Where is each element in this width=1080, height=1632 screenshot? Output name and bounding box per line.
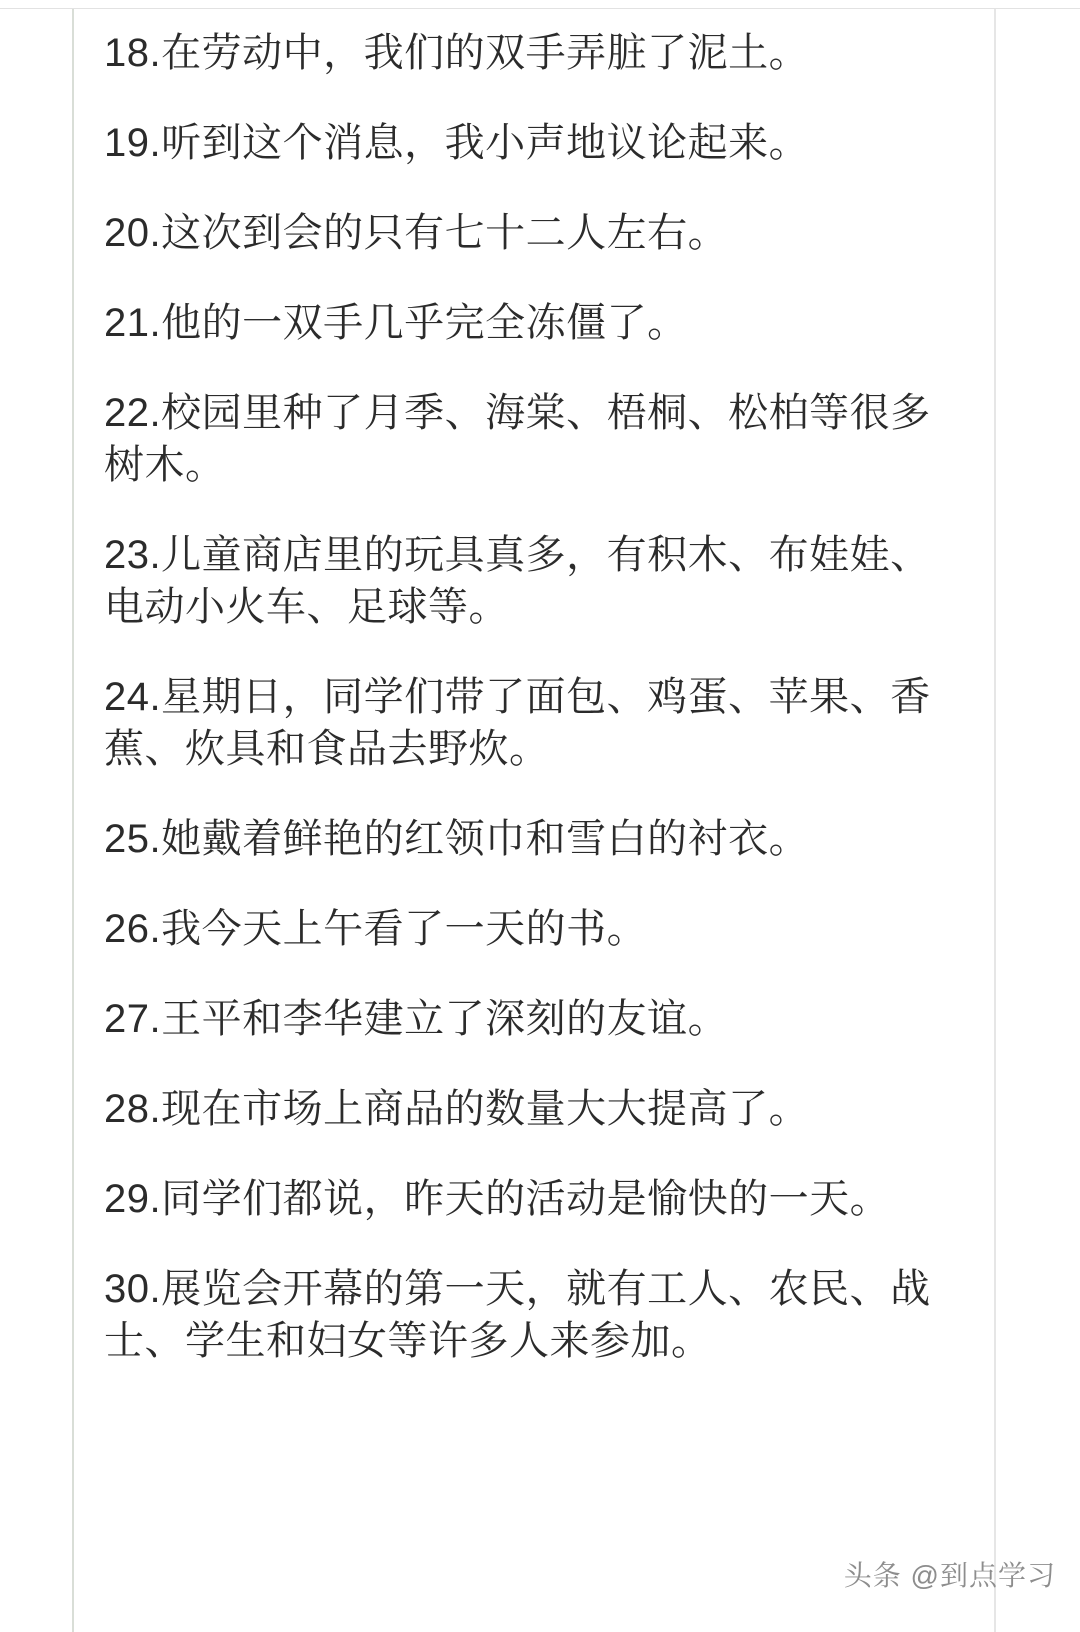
right-border-rule <box>994 9 996 1632</box>
watermark-label: 头条 @到点学习 <box>843 1560 1056 1591</box>
list-item: 28.现在市场上商品的数量大大提高了。 <box>104 1087 810 1131</box>
list-item: 30.展览会开幕的第一天，就有工人、农民、战士、学生和妇女等许多人来参加。 <box>104 1267 931 1363</box>
list-item: 21.他的一双手几乎完全冻僵了。 <box>104 301 688 345</box>
sentence-list <box>74 9 994 1632</box>
list-item: 26.我今天上午看了一天的书。 <box>104 907 648 951</box>
list-item: 18.在劳动中，我们的双手弄脏了泥土。 <box>104 31 810 75</box>
list-item: 25.她戴着鲜艳的红领巾和雪白的衬衣。 <box>104 817 810 861</box>
list-item: 29.同学们都说，昨天的活动是愉快的一天。 <box>104 1177 891 1221</box>
list-item: 20.这次到会的只有七十二人左右。 <box>104 211 729 255</box>
list-item: 27.王平和李华建立了深刻的友谊。 <box>104 997 729 1041</box>
list-item: 24.星期日，同学们带了面包、鸡蛋、苹果、香蕉、炊具和食品去野炊。 <box>104 675 931 771</box>
list-item: 23.儿童商店里的玩具真多，有积木、布娃娃、电动小火车、足球等。 <box>104 533 931 629</box>
list-item: 19.听到这个消息，我小声地议论起来。 <box>104 121 810 165</box>
list-item: 22.校园里种了月季、海棠、梧桐、松柏等很多树木。 <box>104 391 931 487</box>
